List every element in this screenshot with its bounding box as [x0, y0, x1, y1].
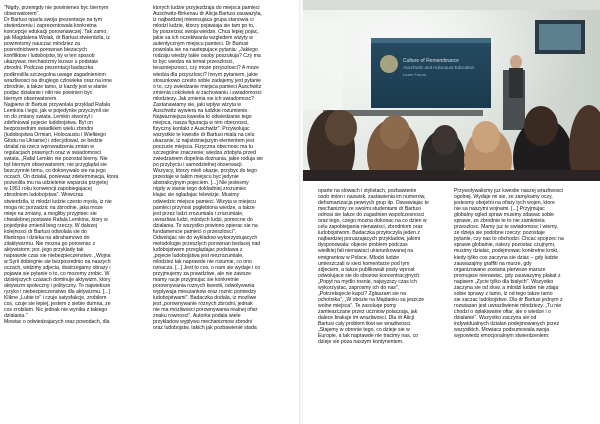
- projection-screen: [371, 38, 491, 108]
- text-line: mlodziezy. Jak zmienia sie ich swiadomosc?: [153, 95, 255, 102]
- text-line: fundamencie pamieci o przeszlosci".: [153, 228, 236, 235]
- text-line: sobie sprawy z tamo, iz od tego takze tamo: [454, 290, 553, 297]
- screen-text-3: Learn Forum: [403, 72, 426, 77]
- text-line: dzialania. To wszystko powinno opierac sie na: [153, 222, 258, 229]
- text-line: wieilkiej fali nienawisci ukierunkowanej na: [318, 248, 414, 255]
- text-line: przeszlosc. Mamy juz te swiadomosc i wiemy,: [454, 224, 559, 231]
- text-line: jakie sa ich oczekiwania wzgledem wizyty w: [153, 35, 253, 42]
- text-line: przykladow wyplywu mechanizmow zbrodni: [153, 319, 253, 326]
- text-line: (ludobojstwa Ormian, Holocaustu i Wielkiego: [4, 131, 106, 138]
- text-line: Dr Bartusi oparla swoja prezentacje na tym: [4, 17, 103, 24]
- text-line: Najpierw dr Bartusi przywolala przyklad Rafala: [4, 101, 110, 108]
- text-line: odnosi sie takze do zagadnien wspolczesnosci: [318, 212, 425, 219]
- text-line: uwrazliwa ludzi, mlodych ludzi, pomocne do: [153, 216, 253, 223]
- text-line: mechanizmy ze swoimi studentami dr Bartusi: [318, 206, 421, 213]
- text-line: osob imion i nazwisk, zastawienia im numerow,: [318, 194, 426, 201]
- text-line: zbrodniom ludobojstwa". Wowczas: [4, 192, 84, 199]
- text-line: stosunkowo czesto sobie zadajemy jest pytanie: [153, 77, 262, 84]
- text-line: musimy dzialac, podejmowac konkretne kroki,: [454, 248, 559, 255]
- text-line: zauwazajmy graffiti na murze, gdy: [454, 260, 532, 267]
- text-line: „Potrzebujecie kapci? Zglaszam sie na: [318, 290, 407, 297]
- text-line: mlodziez tak naprawde nie rozumie, co ono: [153, 258, 252, 265]
- text-line: poczucie miejsca. Fizyczna obecnosc ma tu: [153, 144, 253, 151]
- text-line: ogolnej. Wydaje mi sie, ze zamykamy oczy,: [454, 194, 553, 201]
- text-line: zbrodni. Podczas prezentacji badaczka: [4, 65, 94, 72]
- text-line: autentycznym miejscu pamieci. Dr Bartusi: [153, 41, 249, 48]
- text-line: sprawe, ze zbrodnie te to nie zamknieta: [454, 218, 545, 225]
- text-line: podjac dzialanie i nikt nie powinien byc: [4, 89, 93, 96]
- text-line: aktywistom; por. jego przyklady tak: [4, 246, 84, 253]
- text-line: przestaje w takim miejscu byc jedynie: [153, 174, 239, 181]
- text-line: obserwatorem".: [4, 11, 40, 18]
- text-line: Europie, a tak naprawde nie tracimy nas, co: [318, 333, 419, 340]
- text-line: dzisiejszych czasach dominuje aktywizm, ktory: [4, 277, 111, 284]
- text-line: zilaktywizmu. Nie mozna go porownac z: [4, 240, 96, 247]
- left-page-column-2: [153, 5, 296, 421]
- text-line: swiata. „Rafal Lemkin nie pozostal bierny. Nie: [4, 156, 108, 163]
- text-line: „pojecie ludobojstwa jest niezrozumiale,: [153, 252, 244, 259]
- text-line: oparte na slowach i stylistach, pozbawienie: [318, 188, 417, 194]
- text-line: bezposrednim swiadkiem wielu zbrodni: [4, 125, 94, 132]
- text-line: dalece brakuje im wrazliwosci. Dla dr Alicji: [318, 314, 414, 321]
- text-line: zwiedzaniem dopelnia doznania, jakie roduja sie: [153, 156, 264, 163]
- text-line: w 1951 roku konwencji zapobiegajacej: [4, 186, 92, 193]
- conference-photo: [303, 0, 600, 181]
- text-line: organizowane zostana pierwsze marsze: [454, 266, 546, 273]
- text-line: rozwiazan jest uwrazliwienie mlodziezy. „Tu nie: [454, 302, 562, 309]
- text-line: naprawde czas sie niebezpieczenstwo. „Wojna: [4, 252, 111, 259]
- text-line: terazniejszosci, czy moze przyszlosci? A moze: [153, 65, 259, 72]
- text-line: moga nic porzadzic na zbrodnie, jaka moze: [4, 204, 103, 211]
- text-line: Wszyscy, ktorzy mieli okazje, przybyc do tego: [153, 168, 257, 175]
- text-line: fizyczny kontakt z Auschwitz". Przywolujac: [153, 125, 250, 132]
- text-line: przyjmujemy za prawdziwe, ale nie zawsze: [153, 271, 251, 278]
- text-line: Bartusi caly problem tkwi we wrazliwosci.: [318, 321, 412, 328]
- text-line: cos, czuje sie lepiej, jestem z siebie dumna, ze: [4, 301, 111, 308]
- text-line: oczach, widzimy zdjecia, dostrzegamy obrazy i: [4, 265, 111, 272]
- text-line: pamieci przynosi pogłebiona wiedze, a takze: [153, 204, 255, 211]
- text-line: „Stajemy w obronie tego, co dzieje sie w: [318, 327, 410, 334]
- text-line: oraz tego, czego mozna dokonac na co dzien w: [318, 218, 427, 225]
- text-line: w Syrii dobiegnie sie bezposrednio na naszych: [4, 258, 111, 265]
- text-line: „Popyt na mydlo rosnie, najwyzszy czas ich: [318, 278, 417, 285]
- text-line: ludobojstwem przeglądajac podstawa z: [153, 246, 243, 253]
- text-line: Mowiac o odwiedzajacych oraz powodach, dla: [4, 319, 110, 326]
- text-line: dzialanie". Wszystko zaczyna sie od: [454, 314, 537, 321]
- text-line: zdjeciem, a takze publikowali posty wprost: [318, 266, 415, 273]
- text-line: oraz ludobojstw, takich jak pozbawienie stada: [153, 325, 257, 332]
- text-line: nie ma mozliwosci porownywania realnej ofiar: [153, 307, 258, 314]
- text-line: emigrantow w Polsce. Mlodzi ludzie: [318, 254, 400, 261]
- text-line: zaczyna sie od slow, a mlodzi ludzie nie zdaja: [454, 284, 559, 291]
- text-line: cos zrobilam. Nic jednak nie wynika z takiego: [4, 307, 108, 314]
- text-line: wolne miejsca". Te zasoluqe pomy: [318, 302, 397, 309]
- text-line: chodzi o opłakiwanie ofiar, ale o wiedze i o: [454, 308, 551, 315]
- text-line: sie zaczac ludobojstwo. Dla dr Bartusi jednym z: [454, 296, 563, 303]
- text-line: wykorzystac, zaprosmy ich do nas",: [318, 284, 400, 291]
- text-line: ukazywac mechanizmy lezace u podstaw: [4, 59, 99, 66]
- text-line: iz najbardziej interesujaca grupa stanowia ci: [153, 17, 254, 24]
- text-line: byl biernym obserwatorem; nie przyglądal sie: [4, 162, 107, 169]
- text-line: o to, czy zwiedzanie miejsca pamieci Auschwitz: [153, 83, 262, 90]
- text-line: umieszczali w sieci komentarze pod tym: [318, 260, 410, 267]
- text-line: posrednictwem porownan biezacych: [4, 47, 87, 54]
- text-line: nie sa naszymi wojnami. [...] Przyjmujac: [454, 206, 545, 213]
- text-line: konfliktow i ludobojstw, by w ten sposob: [4, 53, 95, 60]
- right-page-column-2: [454, 188, 597, 420]
- screen-text-2: Auschwitz and Holocaust Education: [403, 65, 475, 70]
- text-line: dysponowala: objecie problem podczas: [318, 242, 408, 249]
- text-line: stwierdzeniu i zaprezentowala konkretna: [4, 23, 97, 30]
- text-line: mamy racje przyjmujac sie konkretnie: [153, 277, 239, 284]
- text-line: wypowiedz emocjonalnym stwierdzeniem:: [454, 333, 550, 340]
- text-line: powolala sie na nastepujace pytania: „Jakiego: [153, 47, 258, 54]
- text-line: promujace nienawisc, gdy zauwazymy plakat z: [454, 272, 561, 279]
- text-line: ryzyko i niebezpieczenstwo dla aktywizmu. [...]: [4, 289, 110, 296]
- text-line: globalny ogled spraw musimy zdawac sobie: [454, 212, 555, 219]
- text-line: wyplywuja mieszankow oraz roznic pomiedzy: [153, 289, 257, 296]
- text-line: znaku rownosci". Autorka podala wiele: [153, 313, 241, 320]
- text-line: filantropa i dzieka na abrahamowo do: [4, 234, 90, 241]
- text-line: pozwolila mu na udzielenie wsparcia przyjetej: [4, 180, 108, 187]
- text-line: nigdy w stanie tego dokladniej zrozumiec: [153, 186, 247, 193]
- text-line: koncepcje edukacji porownawczej. Tak zamo,: [4, 29, 108, 36]
- text-line: jest „porownywanie roznych zbrodni, jednak: [153, 301, 253, 308]
- text-line: sprawe globalnie, nalezy pozostac czujnymi,: [454, 242, 556, 249]
- text-line: regulacjach prawnych oraz w swiadomosci: [4, 150, 102, 157]
- text-line: Klikne „Lubie to" i czuje satysfakcje, zrobilem: [4, 295, 107, 302]
- text-line: jest przez ludzi zrozumiala i zrozumiale,: [153, 210, 244, 217]
- text-line: ukazanie, iz najistotniejszym elementem jest: [153, 138, 255, 145]
- text-line: napisem „Zycie tylko dla bialych". Wszystko: [454, 278, 554, 285]
- text-line: oznacza. [...] Jest to cos, o nam sie wydaje i co: [153, 265, 261, 272]
- text-line: ze dzieja sie podobne rzeczy: pozostaje: [454, 230, 545, 237]
- text-line: podkreslila szczegolna uwage zagadnieniom: [4, 71, 106, 78]
- text-line: szczegolne znaczenie; wiedza zdobyta przed: [153, 150, 256, 157]
- text-line: miejsca, nasza figuracja w nim obecnosci,: [153, 119, 249, 126]
- text-line: powinnismy nauczac mlodziez za: [4, 41, 81, 48]
- text-line: abstrakcyjnym pojeciem. [...] Nie jestesmy: [153, 180, 249, 187]
- text-line: dzialal na rzecz wprowadzenia zmian w: [4, 144, 95, 151]
- screen-text-1: Culture of Remembrance: [403, 58, 459, 64]
- text-line: aktywizm spoleczny i polityczny. To najwieksze: [4, 283, 111, 290]
- text-line: wiedza dla przyszlosci? Innym pytaniem, jakie: [153, 71, 258, 78]
- text-line: dzialania.": [4, 313, 28, 320]
- text-line: zmienia cokolwiek w zachowaniu i swiadomosci: [153, 89, 262, 96]
- text-line: zdefiniowal pojecie ludobojstwa. Byl on: [4, 119, 93, 126]
- right-page-column-1: [318, 188, 448, 420]
- text-line: ludobojstwom. Badaczka przytoczyla jeden z: [318, 230, 421, 237]
- text-line: indywidualnych dzialan podejmowanych przez: [454, 321, 560, 328]
- text-line: biernym obserwatorem.: [4, 95, 58, 102]
- text-line: po przybyciu i samodzielnej obserwacji.: [153, 162, 244, 169]
- text-line: Najwazniejsza kwestia to odwiedzanie tego: [153, 113, 252, 120]
- text-line: celu zapobiegania nienawisci, zbrodniom oraz: [318, 224, 423, 231]
- text-line: metodologie przeszlych porownan bedacej nad: [153, 240, 261, 247]
- text-line: oczach. On dzialal, poniewaz zdeterminacja, ktora: [4, 174, 119, 181]
- text-line: on do zmiany swiata. Lemkin stworzyl i: [4, 113, 93, 120]
- left-page-column-1: [4, 5, 147, 421]
- text-line: dehumanizacja pewnych grup itp. Oswawiajac te: [318, 200, 429, 207]
- text-line: chwalebnej postawie Rafala Lemkina, ktory w: [4, 216, 108, 223]
- text-line: kolejnosci dr Bartusi odwolala sie do: [4, 228, 87, 235]
- text-line: zamieszczane przez uczniow polaczaja, jak: [318, 308, 418, 315]
- text-line: "Nigdy, przenigdy nie powinienes byc biernym: [4, 5, 109, 11]
- text-line: odwolujace sie do obozow koncentracyjnych:: [318, 272, 421, 279]
- text-line: rodzaju wiedzy takie osoby poszukuja? Czy ma: [153, 53, 261, 60]
- text-line: ochotnika", „W obozie na Majdanku sa jeszcze: [318, 296, 425, 303]
- text-line: ktorych ludzie przyjezdzaja do miejsca pamieci: [153, 5, 260, 11]
- text-line: odwiedzic miejsce pamieci. Wizyta w miejscu: [153, 198, 256, 205]
- text-line: porownywania roznych kwestii, odwolywania: [153, 283, 255, 290]
- text-line: by poszerzac swoja wiedze. Chca lepiej pojac,: [153, 29, 259, 36]
- text-line: dzieje sie poza naszym kontynentem.: [318, 339, 404, 346]
- text-line: zbrodnie, a takze tamo, iz kazdy jest w stanie: [4, 83, 108, 90]
- text-line: mlodzi ludzie, ktorzy pojawiaja sie tam po to,: [153, 23, 255, 30]
- text-line: pytanie, czy nas to obchodzi. Chcac spojrzec na: [454, 236, 564, 243]
- text-line: jestesmy obojetni na ofiary tych wojen, ktore: [454, 200, 555, 207]
- text-line: stwierdzila, iz mlodzi ludzie czesto mysla, iz nie: [4, 198, 112, 205]
- text-line: to byc wiedza na temat przeszlosci,: [153, 59, 234, 66]
- text-line: jak Magdalena Wolak, dr Bartusi stwierdzila, iz: [4, 35, 110, 42]
- text-line: Lemkina i tego, jak w pojedynke przyczynil sie: [4, 107, 109, 114]
- text-line: Odwolujac sie do wykladow wykorzystujacych: [153, 234, 258, 241]
- text-line: Przywolywalismy juz kwestie naszej wrazliwosci: [454, 188, 564, 194]
- text-line: Auschwitz-Birkenau dr Alicja Bartusi zauwazyla,: [153, 11, 262, 18]
- text-line: pojedynke zmienil bieg rzeczy. W dalszej: [4, 222, 98, 229]
- text-line: ludobojstwami". Badaczka dodala, iz mozliwe: [153, 295, 257, 302]
- text-line: wszystkie te kwestie dr Bartusi miala na celu: [153, 131, 255, 138]
- text-line: pojawia sie pytanie o to, co mozemy zrobic. W: [4, 271, 110, 278]
- text-line: najbardziej poruszajacych przykladow, jakimi: [318, 236, 421, 243]
- text-line: Zastanawiamy sie, jaki wplyw wizyta w: [153, 101, 241, 108]
- text-line: klajac sie ogladajac telewizje. Musimy: [153, 192, 240, 199]
- text-line: Glodu na Ukrainie) i zdecydowal, ze bedzie: [4, 138, 103, 145]
- text-line: mieje na zmiany, a mogliby przyjmiec sie: [4, 210, 97, 217]
- text-line: Auschwitz wywiera na ludzkie rozumienie.: [153, 107, 249, 114]
- text-line: wrazliwosci na drugiego czlowieka oraz na inne: [4, 77, 113, 84]
- text-line: bezczynnie temu, co dokonywalo sie na jego: [4, 168, 106, 175]
- text-line: wszystkich. Mowiacz podsumowala swoja: [454, 327, 550, 334]
- text-line: kiedy tylko cos zaczyna sie dziac – gdy ludzie: [454, 254, 559, 261]
